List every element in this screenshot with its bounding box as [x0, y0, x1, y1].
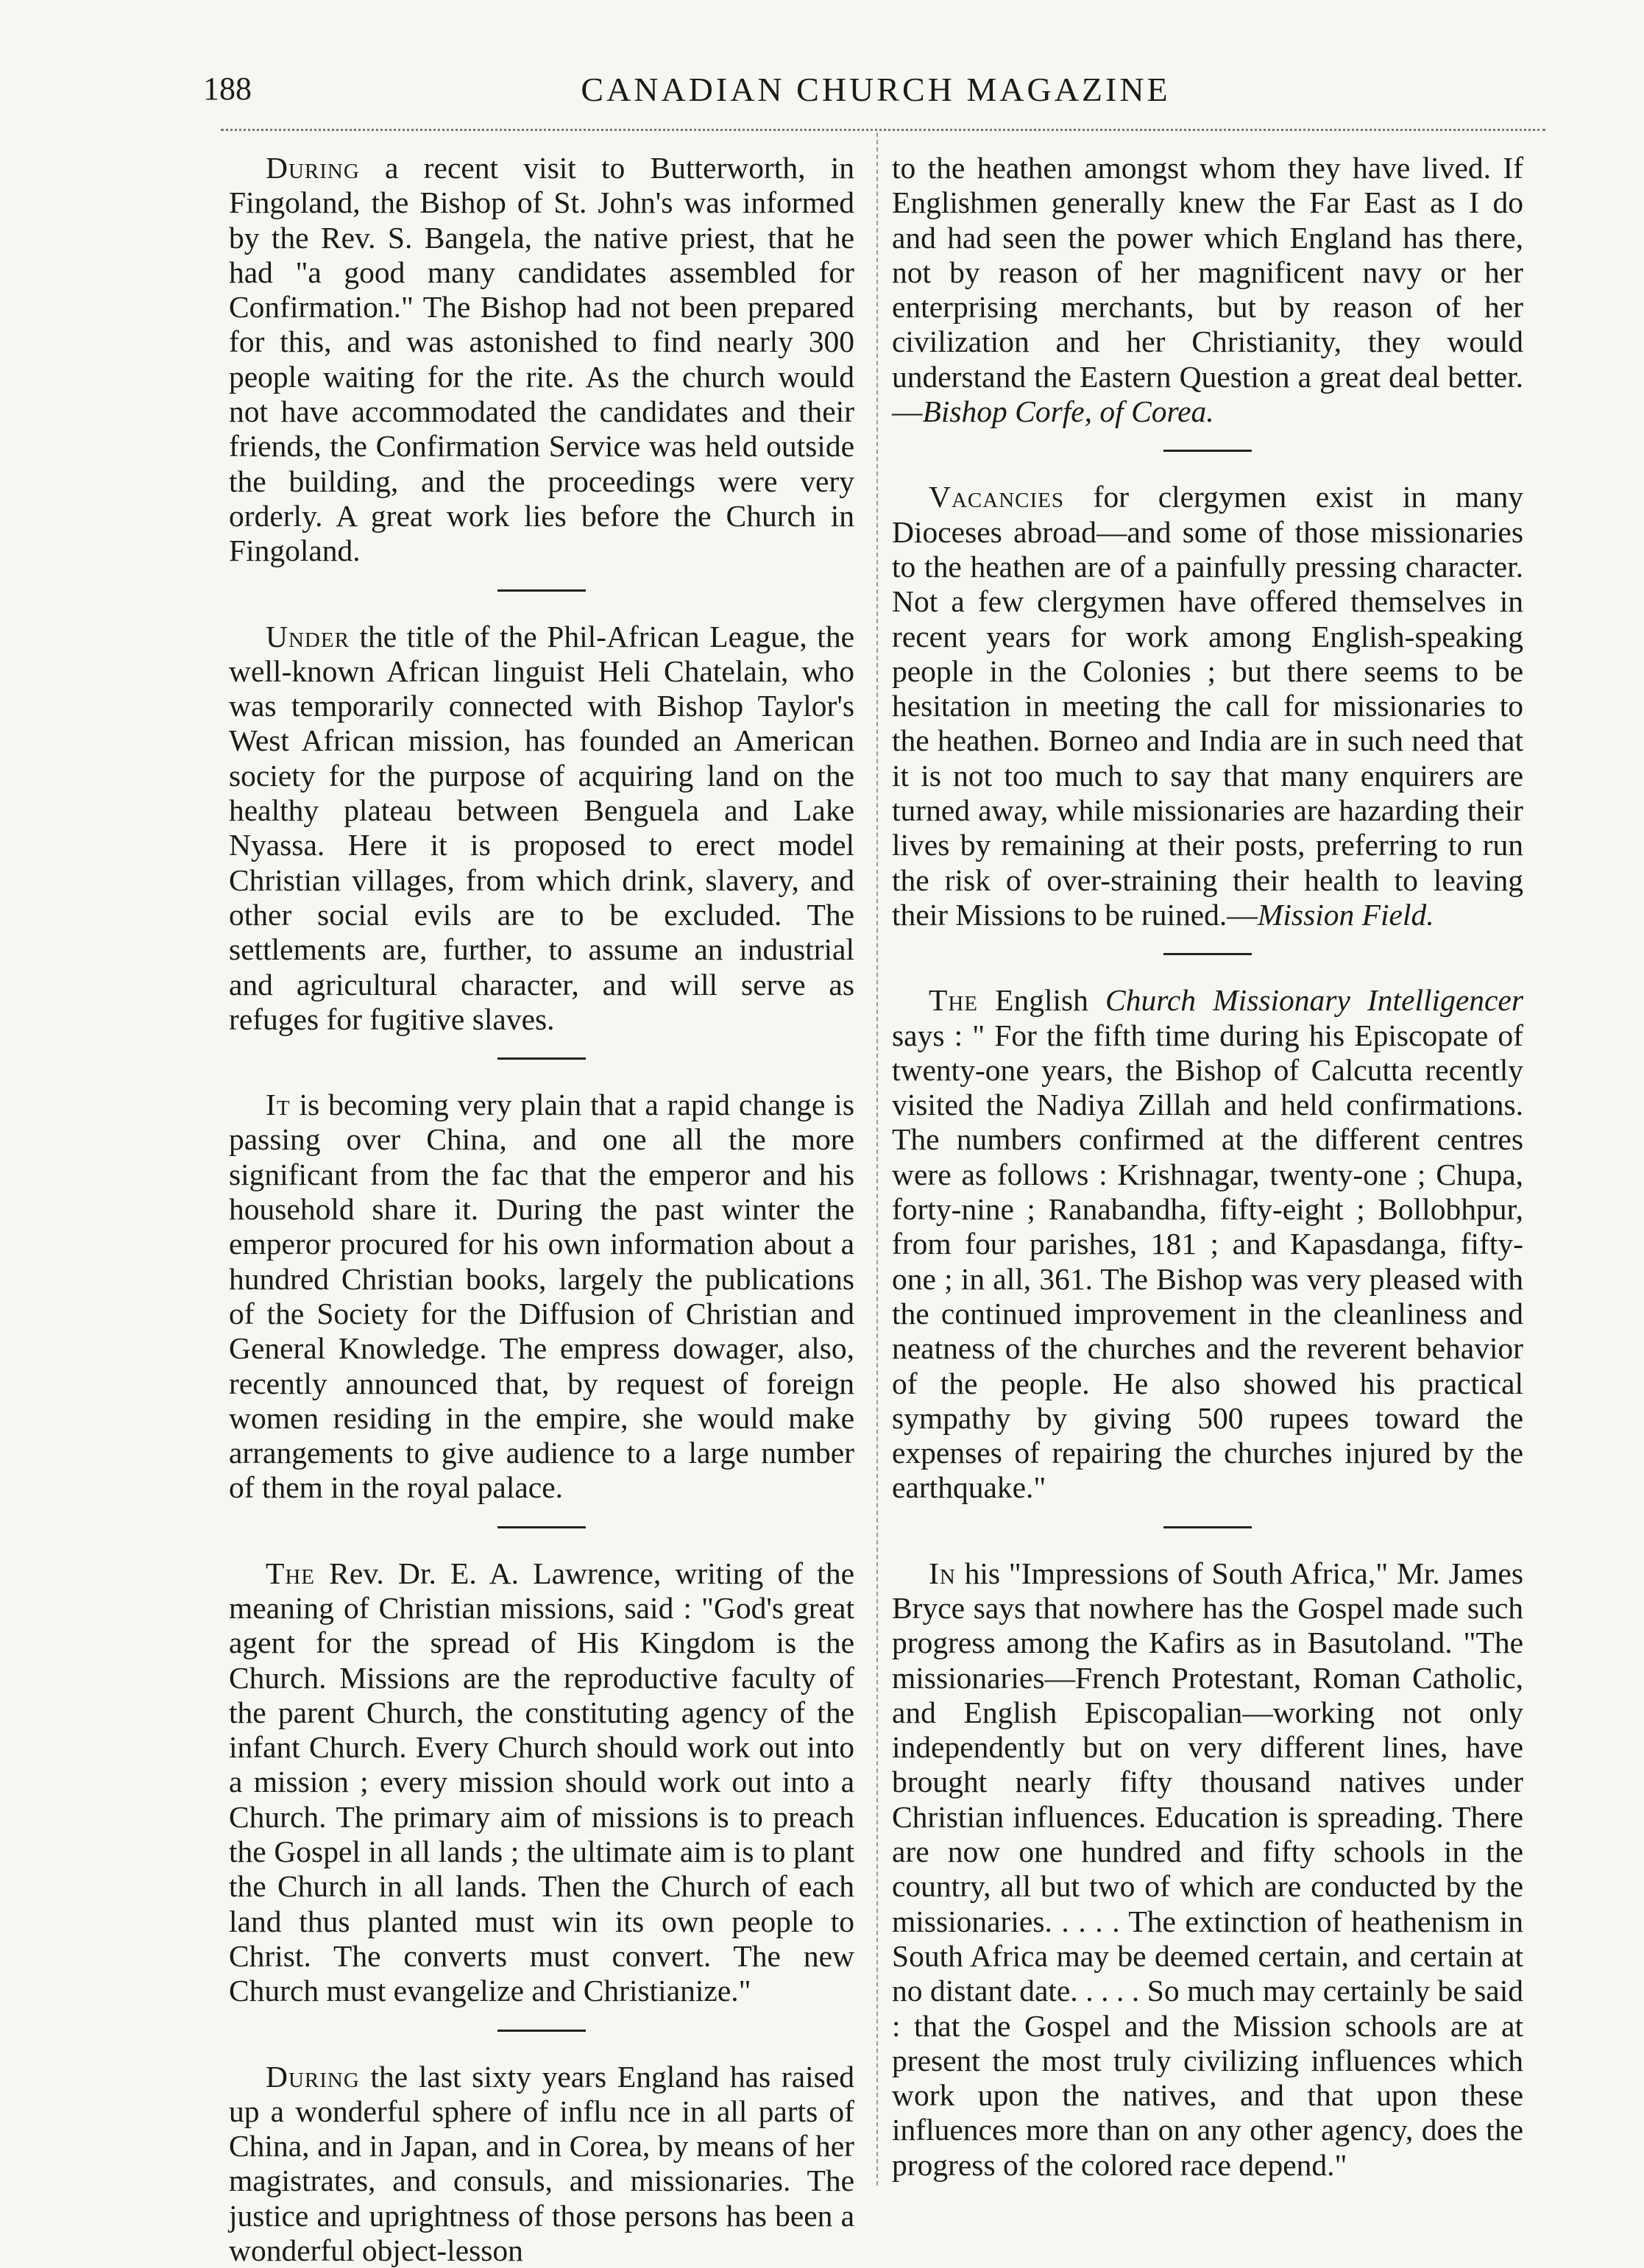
section-separator [1163, 450, 1252, 452]
article-china [229, 1088, 854, 1506]
article-text: the last sixty years England has raised up a wonderful sphere of influ nce in all parts of China, and in Japan, and in Corea, by means of her magistrates, and consuls, and missionaries. The justice and uprightness of those persons has been a wonderful object-lesson [229, 2059, 854, 2268]
article-calcutta-confirmations [892, 983, 1523, 1505]
article-text: Rev. Dr. E. A. Lawrence, writing of the meaning of Christian missions, said : "God's great agent for the spread of His Kingdom is the Church. Missions are the reproductive faculty of the parent Church, the constituting agency of the infant Church. Every Church should work out into a mission ; every mission should work out into a Church. The primary aim of missions is to preach the Gospel in all lands ; the ultimate aim is to plant the Church in all lands. Then the Church of each land thus planted must win its own people to Christ. The converts must convert. The new Church must evangelize and Christianize." [229, 1556, 854, 2008]
lead-word: The [929, 983, 979, 1018]
article-phil-african-league [229, 620, 854, 1038]
lead-word: The [266, 1556, 316, 1590]
article-england-influence-continued [892, 151, 1523, 429]
source-citation: Mission Field. [1257, 897, 1434, 932]
source-citation: Bishop Corfe, of Corea. [922, 394, 1214, 429]
header-rule [221, 129, 1545, 131]
section-separator [1163, 1526, 1252, 1528]
section-separator [497, 589, 586, 592]
article-butterworth [229, 151, 854, 569]
lead-word: In [929, 1556, 956, 1590]
lead-word: Under [266, 619, 350, 653]
article-vacancies [892, 480, 1523, 932]
section-separator [497, 2030, 586, 2032]
article-text: his "Impressions of South Africa," Mr. James Bryce says that nowhere has the Gospel made such progress among the Kafirs as in Basutoland. "The missionaries—French Protestant, Roman Catholic, and English Episcopalian—working not only independently but on very different lines, have brought nearly fifty thousand natives under Christian influences. Education is spreading. There are now one hundred and fifty schools in the country, all but two of which are conducted by the missionaries. . . . . The extinction of heathenism in South Africa may be deemed certain, and certain at no distant date. . . . . So much may certainly be said : that the Gospel and the Mission schools are at present the most truly civilizing influences which work upon the natives, and that upon these influences more than on any other agency, does the progress of the colored race depend." [892, 1556, 1523, 2182]
article-text: the title of the Phil-African League, the well-known African linguist Heli Chatelain, who was temporarily connected with Bishop Taylor's West African mission, has founded an American society for the purpose of acquiring land on the healthy plateau between Benguela and Lake Nyassa. Here it is proposed to erect model Christian villages, from which drink, slavery, and other social evils are to be excluded. The settlements are, further, to assume an industrial and agricultural character, and will serve as refuges for fugitive slaves. [229, 619, 854, 1036]
article-text: English [978, 983, 1106, 1018]
column-divider [876, 132, 878, 2186]
section-separator [1163, 953, 1252, 955]
right-column [892, 151, 1523, 2183]
page-number: 188 [203, 71, 252, 107]
article-text: says : " For the fifth time during his Episcopate of twenty-one years, the Bishop of Calcutta recently visited the Nadiya Zillah and held confirmations. The numbers confirmed at the different centres were as follows : Krishnagar, twenty-one ; Chupa, forty-nine ; Ranabandha, fifty-eight ; Bollobhpur, from four parishes, 181 ; and Kapasdanga, fifty-one ; in all, 361. The Bishop was very pleased with the continued improvement in the cleanliness and neatness of the churches and the reverent behavior of the people. He also showed his practical sympathy by giving 500 rupees toward the expenses of repairing the churches injured by the earthquake." [892, 1018, 1523, 1505]
section-separator [497, 1526, 586, 1528]
lead-word: Vacancies [929, 480, 1064, 514]
lead-word: During [266, 2059, 360, 2094]
article-text: to the heathen amongst whom they have lived. If Englishmen generally knew the Far East as I do and had seen the power which England has there, not by reason of her magnificent navy or her enterprising merchants, but by reason of her civilization and her Christianity, they would understand the Eastern Question a great deal better.— [892, 151, 1523, 429]
article-england-influence [229, 2060, 854, 2268]
article-south-africa [892, 1556, 1523, 2183]
section-separator [497, 1057, 586, 1060]
lead-word: During [266, 151, 360, 185]
page-header [177, 70, 1523, 129]
left-column [229, 151, 854, 2268]
publication-title: Church Missionary Intelligencer [1105, 983, 1523, 1018]
article-text: a recent visit to Butterworth, in Fingoland, the Bishop of St. John's was informed by the Rev. S. Bangela, the native priest, that he had "a good many candidates assembled for Confirmation." The Bishop had not been prepared for this, and was astonished to find nearly 300 people waiting for the rite. As the church would not have accommodated the candidates and their friends, the Confirmation Service was held outside the building, and the proceedings were very orderly. A great work lies before the Church in Fingoland. [229, 151, 854, 568]
lead-word: It [266, 1088, 291, 1122]
article-text: is becoming very plain that a rapid change is passing over China, and one all the more significant from the fac that the emperor and his household share it. During the past winter the emperor procured for his own information about a hundred Christian books, largely the publications of the Society for the Diffusion of Christian and General Knowledge. The empress dowager, also, recently announced that, by request of foreign women residing in the empire, she would make arrangements to give audience to a large number of them in the royal palace. [229, 1088, 854, 1505]
article-lawrence [229, 1556, 854, 2009]
article-text: for clergymen exist in many Dioceses abroad—and some of those missionaries to the heathen are of a painfully pressing character. Not a few clergymen have offered themselves in recent years for work among English-speaking people in the Colonies ; but there seems to be hesitation in meeting the call for missionaries to the heathen. Borneo and India are in such need that it is not too much to say that many enquirers are turned away, while missionaries are hazarding their lives by remaining at their posts, preferring to run the risk of over-straining their health to leaving their Missions to be ruined.— [892, 480, 1523, 932]
magazine-title: CANADIAN CHURCH MAGAZINE [581, 71, 1171, 108]
